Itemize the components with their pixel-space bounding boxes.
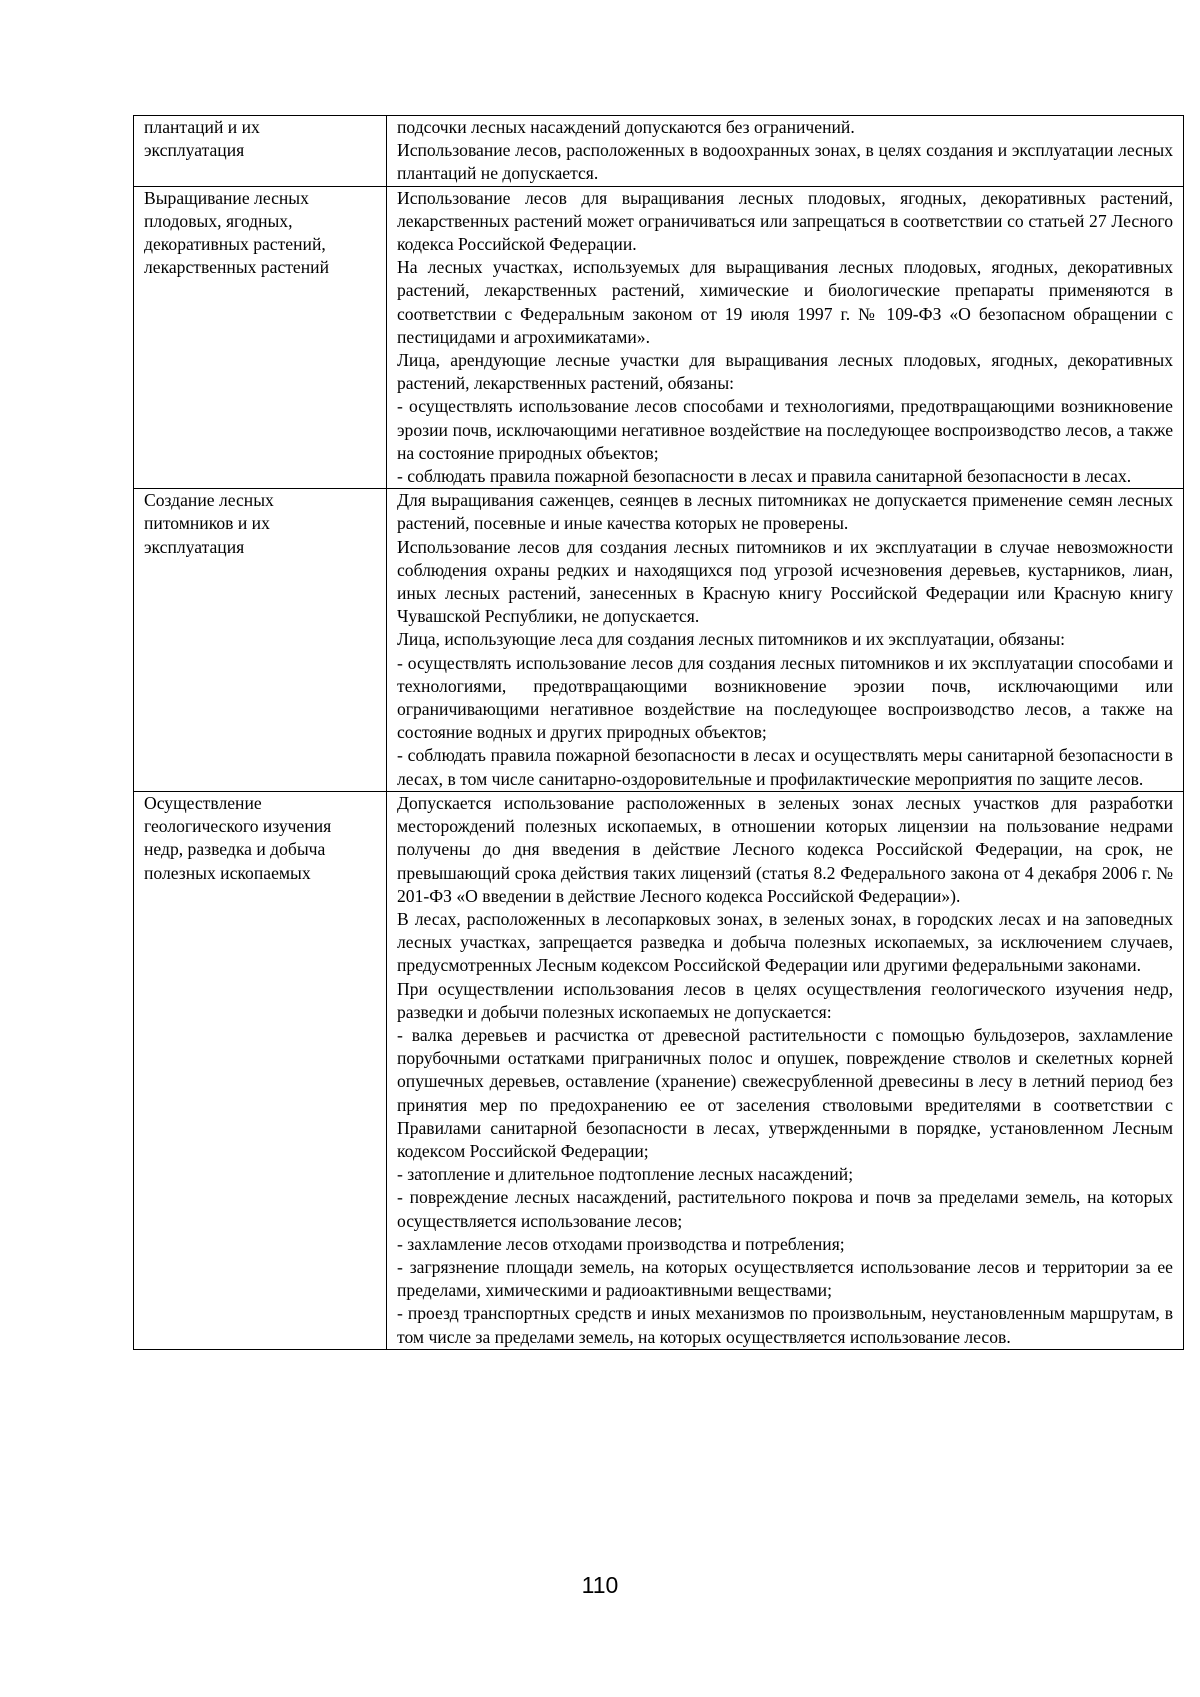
requirement-paragraph: - загрязнение площади земель, на которых осуществляется использование лесов и территории за ее пределами, химическими и радиоактивными веществами; [397, 1256, 1173, 1301]
requirement-paragraph: Допускается использование расположенных в зеленых зонах лесных участков для разработки месторождений полезных ископаемых, в отношении которых лицензии на пользование недрами получены до дня введения в действие Лесного кодекса Российской Федерации, на срок, не превышающий срока действия таких лицензий (статья 8.2 Федерального закона от 4 декабря 2006 г. № 201-ФЗ «О введении в действие Лесного кодекса Российской Федерации»). [397, 792, 1173, 906]
page-number: 110 [581, 1572, 619, 1598]
requirement-paragraph: - затопление и длительное подтопление лесных насаждений; [397, 1164, 854, 1185]
requirement-paragraph: - осуществлять использование лесов способами и технологиями, предотвращающими возникновение эрозии почв, исключающими негативное воздействие на последующее воспроизводство лесов, а также на состояние природных объектов; [397, 396, 1173, 463]
activity-line: лекарственных растений [144, 257, 329, 278]
activity-line: полезных ископаемых [144, 862, 311, 883]
activity-line: эксплуатация [144, 140, 245, 161]
table-row [134, 489, 1184, 792]
requirement-paragraph: - захламление лесов отходами производства и потребления; [397, 1233, 845, 1254]
activity-line: питомников и их [144, 513, 270, 534]
activity-line: плантаций и их [144, 117, 260, 137]
table-row [134, 116, 1184, 187]
requirement-paragraph: подсочки лесных насаждений допускаются без ограничений. [397, 117, 855, 137]
requirements-cell [387, 186, 1184, 489]
activity-line: недр, разведка и добыча [144, 839, 326, 860]
requirement-paragraph: Лица, арендующие лесные участки для выращивания лесных плодовых, ягодных, декоративных растений, лекарственных растений, обязаны: [397, 350, 1173, 394]
requirements-cell [387, 489, 1184, 792]
requirements-cell [387, 791, 1184, 1349]
requirement-paragraph: В лесах, расположенных в лесопарковых зонах, в зеленых зонах, в городских лесах и на заповедных лесных участках, запрещается разведка и добыча полезных ископаемых, за исключением случаев, предусмотренных Лесным кодексом Российской Федерации или другими федеральными законами. [397, 908, 1173, 976]
activity-cell [134, 186, 387, 489]
activity-line: Осуществление [144, 792, 262, 813]
requirement-paragraph: Лица, использующие леса для создания лесных питомников и их эксплуатации, обязаны: [397, 629, 1066, 650]
requirement-paragraph: - соблюдать правила пожарной безопасности в лесах и правила санитарной безопасности в лесах. [397, 466, 1132, 487]
requirement-paragraph: Использование лесов для выращивания лесных плодовых, ягодных, декоративных растений, лекарственных растений может ограничиваться или запрещаться в соответствии со статьей 27 Лесного кодекса Российской Федерации. [397, 187, 1173, 255]
activity-line: геологического изучения [144, 816, 332, 837]
requirement-paragraph: На лесных участках, используемых для выращивания лесных плодовых, ягодных, декоративных растений, лекарственных растений, химические и биологические препараты применяются в соответствии с Федеральным законом от 19 июля 1997 г. № 109-ФЗ «О безопасном обращении с пестицидами и агрохимикатами». [397, 257, 1173, 347]
requirement-paragraph: Использование лесов, расположенных в водоохранных зонах, в целях создания и эксплуатации лесных плантаций не допускается. [397, 140, 1173, 184]
activity-line: эксплуатация [144, 536, 245, 557]
requirements-cell [387, 116, 1184, 187]
activity-line: декоративных растений, [144, 234, 326, 255]
requirement-paragraph: - валка деревьев и расчистка от древесной растительности с помощью бульдозеров, захламление порубочными остатками приграничных полос и опушек, повреждение стволов и скелетных корней опушечных деревьев, оставление (хранение) свежесрубленной древесины в лесу в летний период без принятия мер по предохранению ее от заселения стволовыми вредителями в соответствии с Правилами санитарной безопасности в лесах, утвержденными в порядке, установленном Лесным кодексом Российской Федерации; [397, 1024, 1173, 1161]
table-row [134, 791, 1184, 1349]
requirement-paragraph: Для выращивания саженцев, сеянцев в лесных питомниках не допускается применение семян лесных растений, посевные и иные качества которых не проверены. [397, 490, 1173, 534]
requirement-paragraph: - повреждение лесных насаждений, растительного покрова и почв за пределами земель, на которых осуществляется использование лесов; [397, 1187, 1173, 1231]
activity-line: плодовых, ягодных, [144, 210, 293, 231]
regulations-table [133, 115, 1184, 1350]
activity-cell [134, 116, 387, 187]
activity-cell [134, 791, 387, 1349]
requirement-paragraph: Использование лесов для создания лесных питомников и их эксплуатации в случае невозможности соблюдения охраны редких и находящихся под угрозой исчезновения деревьев, кустарников, лиан, иных лесных растений, занесенных в Красную книгу Российской Федерации или Красную книгу Чувашской Республики, не допускается. [397, 536, 1173, 627]
requirement-paragraph: - осуществлять использование лесов для создания лесных питомников и их эксплуатации способами и технологиями, предотвращающими возникновение эрозии почв, исключающими или ограничивающими негативное воздействие на последующее воспроизводство лесов, а также на состояние водных и других природных объектов; [397, 652, 1173, 743]
requirement-paragraph: При осуществлении использования лесов в целях осуществления геологического изучения недр, разведки и добычи полезных ископаемых не допускается: [397, 978, 1173, 1022]
activity-line: Создание лесных [144, 490, 274, 511]
table-row [134, 186, 1184, 489]
requirement-paragraph: - проезд транспортных средств и иных механизмов по произвольным, неустановленным маршрутам, в том числе за пределами земель, на которых осуществляется использование лесов. [397, 1303, 1173, 1347]
activity-cell [134, 489, 387, 792]
requirement-paragraph: - соблюдать правила пожарной безопасности в лесах и осуществлять меры санитарной безопасности в лесах, в том числе санитарно-оздоровительные и профилактические мероприятия по защите лесов. [397, 745, 1173, 789]
activity-line: Выращивание лесных [144, 187, 309, 208]
